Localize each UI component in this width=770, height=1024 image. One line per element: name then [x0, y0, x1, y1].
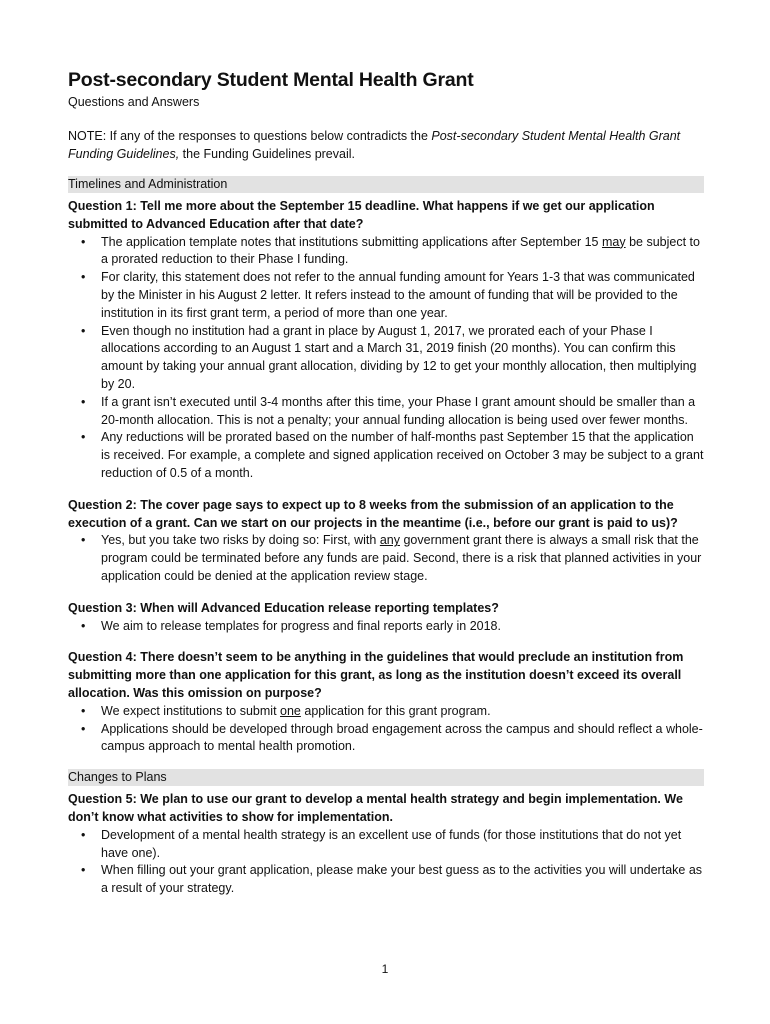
answer-emphasis: one: [280, 703, 301, 718]
bullet-icon: •: [81, 234, 86, 249]
question-block: [68, 791, 704, 898]
section-heading: Changes to Plans: [68, 769, 704, 786]
answer-text: We expect institutions to submit: [101, 703, 281, 718]
answer-emphasis: may: [601, 234, 626, 249]
question-block: [68, 600, 704, 636]
answer-item: [68, 827, 704, 863]
answer-item: [68, 323, 704, 394]
answer-list: [68, 703, 704, 756]
answer-item: [68, 703, 704, 721]
page-number: 1: [381, 962, 389, 976]
bullet-icon: •: [81, 430, 86, 445]
bullet-icon: •: [81, 323, 86, 338]
section-heading: Timelines and Administration: [68, 176, 704, 193]
answer-text: If a grant isn’t executed until 3-4 months after this time, your Phase I grant amount should be smaller than a 20-month allocation. This is not a penalty; your annual funding allocation is being used over fewer months.: [101, 394, 696, 427]
answer-text: Any reductions will be prorated based on the number of half-months past September 15 that the application is received. For example, a complete and signed application received on October 3 may be subject to a grant reduction of 0.5 of a month.: [101, 430, 704, 480]
answer-item: [68, 618, 704, 636]
question-text: Question 5: We plan to use our grant to develop a mental health strategy and begin implementation. We don’t know what activities to show for implementation.: [68, 792, 683, 824]
answer-item: [68, 532, 704, 585]
bullet-icon: •: [81, 394, 86, 409]
question-block: [68, 198, 704, 483]
answer-item: [68, 394, 704, 430]
answer-list: [68, 618, 704, 636]
bullet-icon: •: [81, 863, 86, 878]
note-suffix: the Funding Guidelines prevail.: [179, 147, 355, 161]
document-subtitle: Questions and Answers: [68, 95, 200, 109]
sections-container: [68, 176, 704, 898]
note-guidelines-title: Post-secondary Student Mental Health Grant Funding Guidelines,: [68, 129, 681, 161]
note-paragraph: [68, 127, 704, 163]
answer-item: [68, 429, 704, 482]
question-block: [68, 649, 704, 756]
answer-text: Yes, but you take two risks by doing so: First, with: [101, 533, 380, 548]
answer-item: [68, 721, 704, 757]
answer-text: Development of a mental health strategy is an excellent use of funds (for those institutions that do not yet have one).: [101, 827, 682, 860]
question-text: Question 3: When will Advanced Education release reporting templates?: [68, 600, 499, 615]
answer-item: [68, 269, 704, 322]
answer-text: For clarity, this statement does not refer to the annual funding amount for Years 1-3 that was communicated by the Minister in his August 2 letter. It refers instead to the amount of funding that will be provided to the institution in its first grant term, a period of more than one year.: [101, 270, 695, 320]
answer-list: [68, 532, 704, 585]
answer-text: Applications should be developed through broad engagement across the campus and should reflect a whole-campus approach to mental health promotion.: [101, 721, 703, 754]
answer-text: We aim to release templates for progress and final reports early in 2018.: [101, 618, 501, 633]
bullet-icon: •: [81, 721, 86, 736]
bullet-icon: •: [81, 270, 86, 285]
answer-emphasis: any: [379, 533, 400, 548]
answer-text: The application template notes that institutions submitting applications after September 15: [101, 234, 602, 249]
answer-item: [68, 862, 704, 898]
note-prefix: NOTE: If any of the responses to questions below contradicts the: [68, 129, 432, 143]
answer-list: [68, 234, 704, 483]
question-text: Question 1: Tell me more about the September 15 deadline. What happens if we get our application submitted to Advanced Education after that date?: [68, 199, 655, 231]
answer-text: Even though no institution had a grant in place by August 1, 2017, we prorated each of your Phase I allocations according to an August 1 start and a March 31, 2019 finish (20 months). You can confirm this amount by taking your annual grant allocation, dividing by 12 to get your monthly allocation, then multiplying by 20.: [101, 323, 697, 391]
answer-text-continued: application for this grant program.: [300, 703, 491, 718]
answer-item: [68, 234, 704, 270]
question-text: Question 2: The cover page says to expect up to 8 weeks from the submission of an application to the execution of a grant. Can we start on our projects in the meantime (i.e., before our grant is paid to us)?: [68, 497, 678, 530]
document-content: [68, 68, 704, 898]
bullet-icon: •: [81, 533, 86, 548]
answer-list: [68, 827, 704, 898]
question-block: [68, 497, 704, 586]
bullet-icon: •: [81, 827, 86, 842]
question-text: Question 4: There doesn’t seem to be anything in the guidelines that would preclude an institution from submitting more than one application for this grant, as long as the institution doesn’t exceed its overall allocation. Was this omission on purpose?: [68, 650, 684, 700]
answer-text-continued: be subject to a prorated reduction to their Phase I funding.: [101, 234, 700, 267]
answer-text-continued: government grant there is always a small risk that the program could be terminated before any funds are paid. Second, there is a risk that planned activities in your application could be denied at the application review stage.: [101, 533, 702, 583]
bullet-icon: •: [81, 618, 86, 633]
answer-text: When filling out your grant application, please make your best guess as to the activities you will undertake as a result of your strategy.: [101, 863, 703, 896]
bullet-icon: •: [81, 703, 86, 718]
document-title: Post-secondary Student Mental Health Grant: [68, 69, 474, 91]
